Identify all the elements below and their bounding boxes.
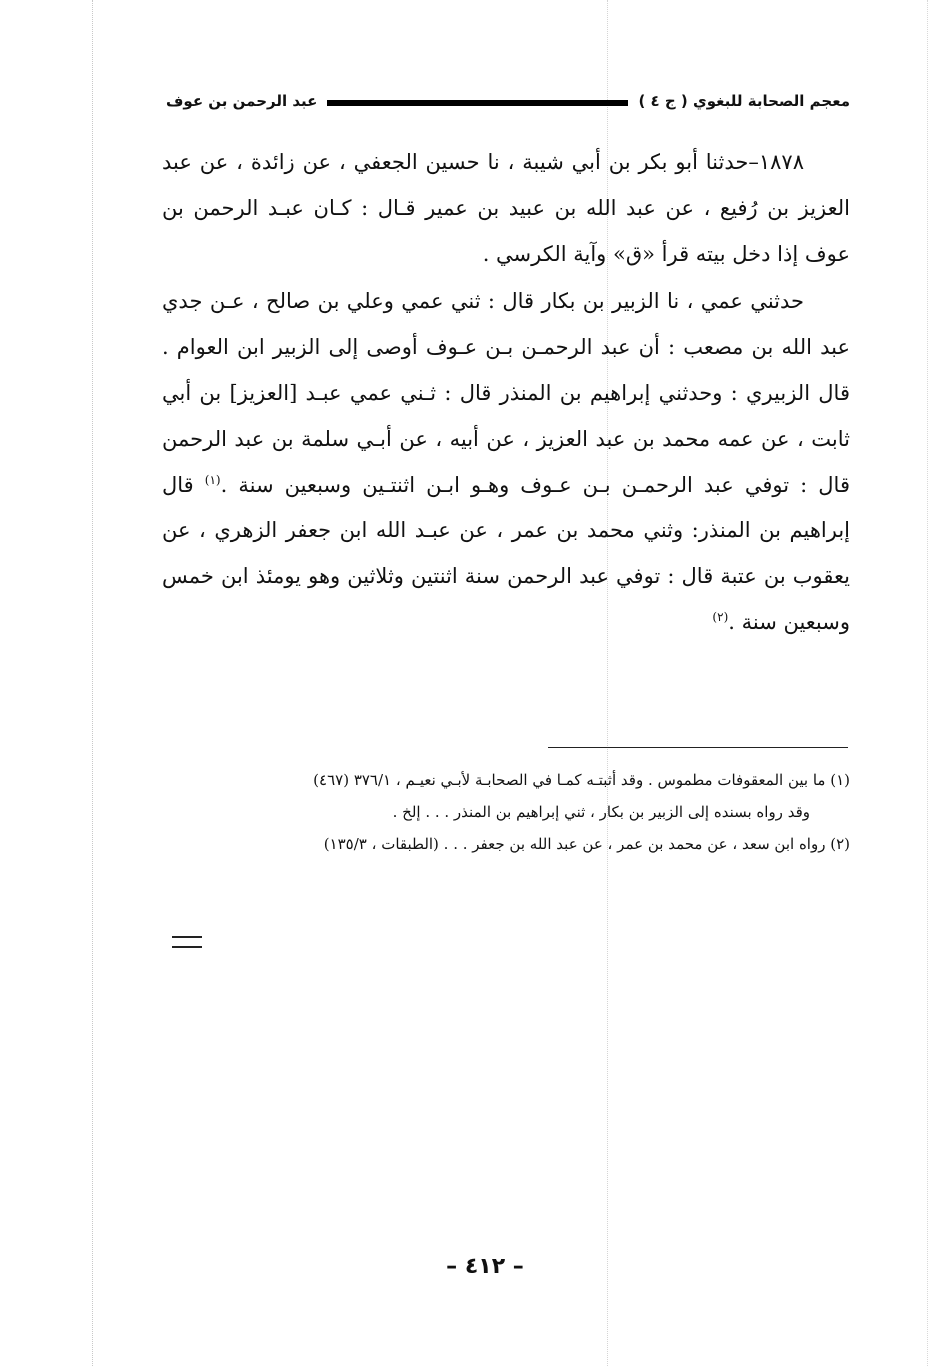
chapter-title: عبد الرحمن بن عوف — [166, 92, 318, 110]
paragraph-zubayr-report — [162, 279, 850, 645]
footnote-ref-1: (١) — [204, 472, 221, 487]
header-rule — [327, 100, 628, 106]
scan-artifact-line — [927, 0, 928, 1366]
section-end-mark — [172, 936, 202, 948]
paragraph-hadith-1878: ١٨٧٨–حدثنا أبو بكر بن أبي شيبة ، نا حسين الجعفي ، عن زائدة ، عن عبد العزيز بن رُفيع ، عن عبد الله بن عبيد بن عمير قـال : كـان عبـد الرحمن بن عوف إذا دخل بيته قرأ «ق» وآية الكرسي . — [162, 150, 850, 266]
page-number: – ٤١٢ – — [446, 1254, 524, 1279]
paragraph-text: حدثني عمي ، نا الزبير بن بكار قال : ثني عمي وعلي بن صالح ، عـن جدي عبد الله بن مصعب : أن عبد الرحمـن بـن عـوف أوصى إلى الزبير ابن العوام . قال الزبيري : وحدثني إبراهيم بن المنذر قال : ثـني عمي عبـد [العزيز] بن أبي ثابت ، عن عمه محمد بن عبد العزيز ، عن أبيه ، عن أبـي سلمة بن عبد الرحمن قال : توفي عبد الرحمـن بـن عـوف وهـو ابـن اثنتـين وسبعين سنة . — [162, 289, 850, 497]
book-title: معجم الصحابة للبغوي ( ج ٤ ) — [638, 92, 850, 110]
footnote-1-continued: وقد رواه بسنده إلى الزبير بن بكار ، ثني إبراهيم بن المنذر . . . إلخ . — [392, 803, 810, 821]
footnotes — [150, 768, 850, 864]
footnote-ref-2: (٢) — [712, 609, 729, 624]
main-text — [162, 140, 850, 646]
paragraph-text: قال إبراهيم بن المنذر: وثني محمد بن عمر ، عن عبـد الله ابن جعفر الزهري ، عن يعقوب بن عتبة قال : توفي عبد الرحمن سنة اثنتين وثلاثين وهو يومئذ ابن خمس وسبعين سنة . — [162, 472, 850, 634]
footnote-1: (١) ما بين المعقوفات مطموس . وقد أثبتـه كمـا في الصحابـة لأبـي نعيـم ، ٣٧٦/١ (٤٦٧) — [313, 771, 850, 789]
scan-artifact-line — [92, 0, 93, 1366]
running-header — [166, 86, 850, 116]
footnote-2: (٢) رواه ابن سعد ، عن محمد بن عمر ، عن عبد الله بن جعفر . . . (الطبقات ، ١٣٥/٣) — [323, 835, 850, 853]
footnote-separator — [548, 747, 848, 748]
